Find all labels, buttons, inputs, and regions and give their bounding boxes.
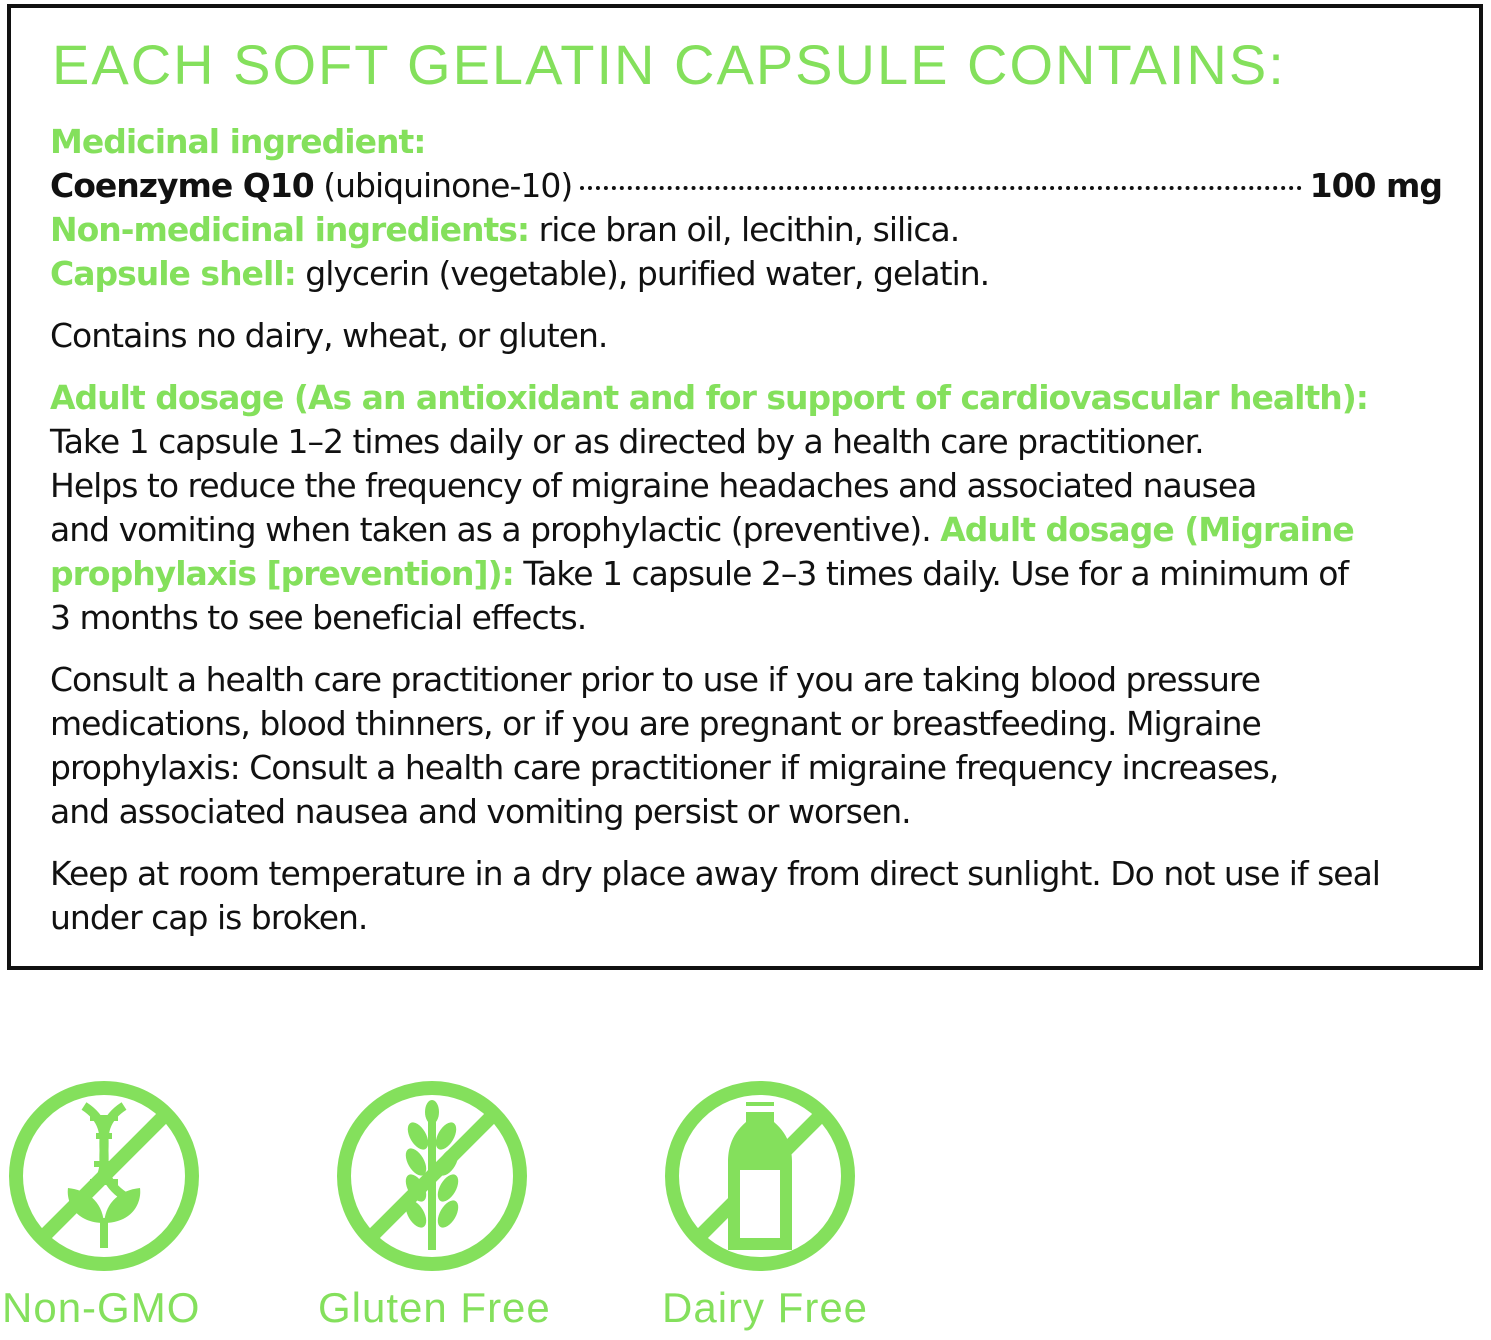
dairy-free-badge <box>662 1078 862 1274</box>
storage-line: under cap is broken. <box>50 898 368 937</box>
dosage-label: Adult dosage (As an antioxidant and for support of cardiovascular health): <box>50 378 1368 417</box>
dosage-text: and vomiting when taken as a prophylactic (preventive). <box>50 510 931 549</box>
medicinal-label: Medicinal ingredient: <box>50 122 426 161</box>
gluten-free-badge <box>334 1078 534 1274</box>
dosage-section <box>50 376 1442 640</box>
non-medicinal-label: Non-medicinal ingredients: <box>50 210 530 249</box>
allergen-section <box>50 314 1442 358</box>
dosage-line: Take 1 capsule 1–2 times daily or as directed by a health care practitioner. <box>50 422 1204 461</box>
ingredient-spacer <box>314 164 324 208</box>
dna-leaf-icon <box>6 1078 202 1274</box>
dosage-line: 3 months to see beneficial effects. <box>50 598 587 637</box>
dosage-line: Helps to reduce the frequency of migraine headaches and associated nausea <box>50 466 1257 505</box>
allergen-note: Contains no dairy, wheat, or gluten. <box>50 316 608 355</box>
caution-section <box>50 658 1442 834</box>
caution-line: medications, blood thinners, or if you are pregnant or breastfeeding. Migraine <box>50 704 1261 743</box>
non-gmo-badge <box>6 1078 206 1274</box>
ingredients-section <box>50 120 1442 296</box>
storage-line: Keep at room temperature in a dry place away from direct sunlight. Do not use if seal <box>50 854 1380 893</box>
ingredient-amount: 100 mg <box>1309 166 1442 205</box>
panel-heading: EACH SOFT GELATIN CAPSULE CONTAINS: <box>52 33 1286 96</box>
caution-line: Consult a health care practitioner prior to use if you are taking blood pressure <box>50 660 1261 699</box>
capsule-shell-row <box>50 252 1442 296</box>
migraine-dosage-label-cont: prophylaxis [prevention]): <box>50 554 514 593</box>
dairy-free-label: Dairy Free <box>662 1284 869 1331</box>
dosage-line <box>50 552 1442 596</box>
ingredient-name: Coenzyme Q10 <box>50 166 314 205</box>
medicinal-ingredient-row <box>50 164 1442 208</box>
ingredient-detail: (ubiquinone-10) <box>323 166 573 205</box>
migraine-dosage-label: Adult dosage (Migraine <box>940 510 1354 549</box>
non-medicinal-row <box>50 208 1442 252</box>
caution-line: and associated nausea and vomiting persist or worsen. <box>50 792 911 831</box>
storage-section <box>50 852 1442 940</box>
dosage-text: Take 1 capsule 2–3 times daily. Use for a minimum of <box>523 554 1349 593</box>
capsule-shell-label: Capsule shell: <box>50 254 296 293</box>
dot-leader <box>580 186 1301 190</box>
gluten-free-label: Gluten Free <box>318 1284 551 1331</box>
milk-bottle-icon <box>662 1078 858 1274</box>
non-gmo-label: Non-GMO <box>2 1284 201 1331</box>
dosage-line <box>50 508 1442 552</box>
wheat-icon <box>334 1078 530 1274</box>
caution-line: prophylaxis: Consult a health care practitioner if migraine frequency increases, <box>50 748 1279 787</box>
label-body <box>50 120 1442 958</box>
capsule-shell-text: glycerin (vegetable), purified water, gelatin. <box>305 254 990 293</box>
non-medicinal-text: rice bran oil, lecithin, silica. <box>538 210 960 249</box>
